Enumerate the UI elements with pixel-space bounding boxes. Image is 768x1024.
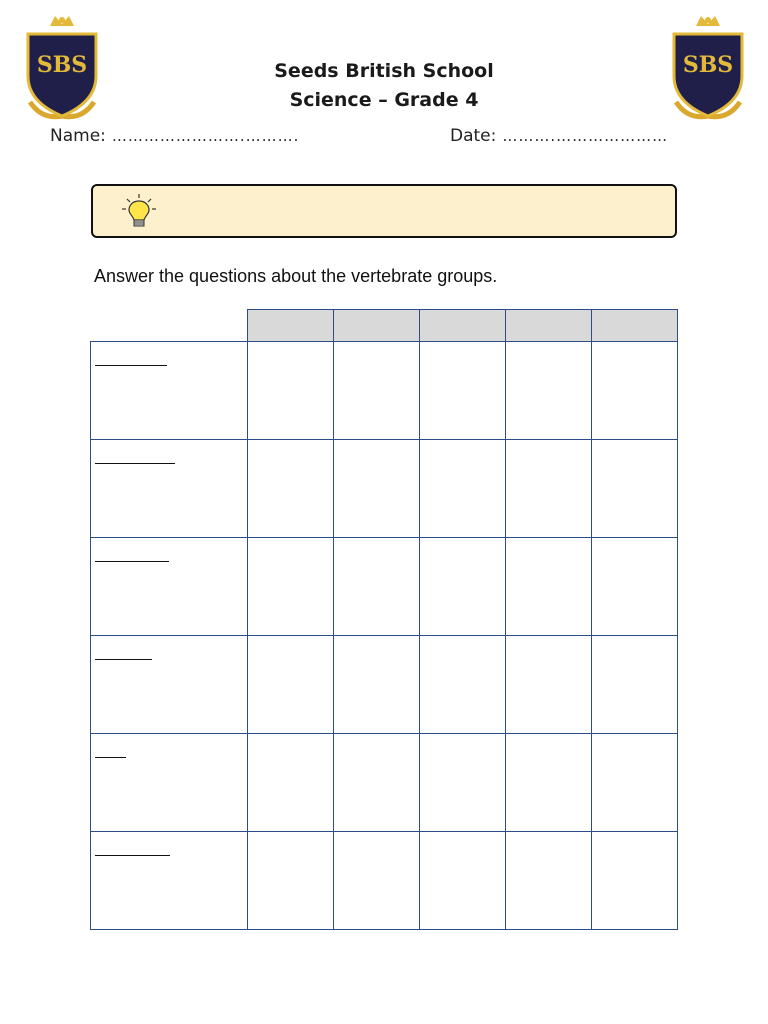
answer-cell[interactable] [334,734,420,832]
subject-grade: Science – Grade 4 [289,89,479,111]
date-field[interactable] [450,126,668,146]
question-cell[interactable] [91,342,248,440]
header-cell[interactable] [592,310,678,342]
question-blank [95,561,169,562]
answer-cell[interactable] [506,538,592,636]
answer-cell[interactable] [420,538,506,636]
answer-cell[interactable] [592,440,678,538]
table-header-row [91,310,678,342]
question-blank [95,757,126,758]
question-cell[interactable] [91,734,248,832]
answer-cell[interactable] [248,440,334,538]
tip-box [91,184,677,238]
date-blank[interactable]: ……….………………… [502,127,669,145]
name-label: Name: [50,126,106,146]
logo-text-right: SBS [682,52,734,78]
answer-cell[interactable] [592,734,678,832]
header-cell[interactable] [420,310,506,342]
answer-cell[interactable] [420,636,506,734]
question-cell[interactable] [91,440,248,538]
answer-cell[interactable] [506,342,592,440]
answer-cell[interactable] [248,636,334,734]
answer-cell[interactable] [506,440,592,538]
answer-cell[interactable] [248,832,334,930]
answer-cell[interactable] [506,832,592,930]
header-cell[interactable] [506,310,592,342]
question-blank [95,659,152,660]
answer-cell[interactable] [592,342,678,440]
answer-cell[interactable] [420,734,506,832]
question-cell[interactable] [91,832,248,930]
table-row [91,832,678,930]
answer-cell[interactable] [334,832,420,930]
answer-cell[interactable] [506,636,592,734]
question-blank [95,855,170,856]
answer-cell[interactable] [248,734,334,832]
answer-cell[interactable] [420,832,506,930]
question-cell[interactable] [91,538,248,636]
table-row [91,636,678,734]
answer-cell[interactable] [420,342,506,440]
header-cell[interactable] [334,310,420,342]
header-cell[interactable] [248,310,334,342]
date-label: Date: [450,126,497,146]
answer-cell[interactable] [334,538,420,636]
answer-cell[interactable] [420,440,506,538]
vertebrate-table [90,309,678,930]
logo-text-left: SBS [36,52,88,78]
lightbulb-icon [119,192,159,232]
table-row [91,538,678,636]
question-blank [95,365,167,366]
answer-cell[interactable] [334,636,420,734]
answer-cell[interactable] [592,636,678,734]
answer-cell[interactable] [592,832,678,930]
question-cell[interactable] [91,636,248,734]
answer-cell[interactable] [248,342,334,440]
answer-cell[interactable] [506,734,592,832]
name-field[interactable] [50,126,299,146]
answer-cell[interactable] [592,538,678,636]
answer-cell[interactable] [334,342,420,440]
table-row [91,342,678,440]
table-row [91,734,678,832]
school-name: Seeds British School [274,60,494,82]
question-blank [95,463,175,464]
table-corner [91,310,248,342]
answer-cell[interactable] [248,538,334,636]
name-blank[interactable]: …………………….………. [111,127,300,145]
table-row [91,440,678,538]
instruction-text: Answer the questions about the vertebrate groups. [94,266,498,286]
answer-cell[interactable] [334,440,420,538]
